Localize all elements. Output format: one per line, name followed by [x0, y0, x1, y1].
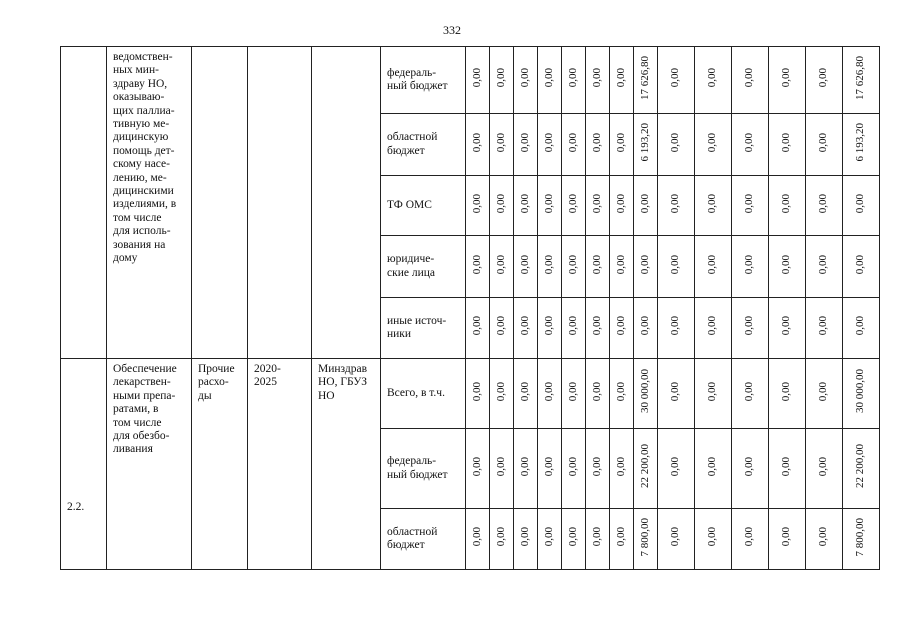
funding-source-text: иные источ-: [387, 314, 447, 327]
value-cell: [490, 298, 514, 359]
funding-source-text: Всего, в т.ч.: [387, 386, 445, 399]
description-text: лекарствен-: [113, 376, 171, 389]
value-text: 17 626,80: [638, 55, 651, 100]
description-text: ливания: [113, 443, 153, 456]
funding-source-cell: [381, 429, 466, 509]
value-cell: [466, 176, 490, 236]
value-cell: [562, 114, 586, 176]
value-cell: [658, 509, 695, 570]
value-cell: [466, 114, 490, 176]
description-text: лению, ме-: [113, 171, 167, 184]
description-text: для обезбо-: [113, 430, 170, 443]
value-text: 0,00: [817, 68, 830, 88]
value-cell: [732, 236, 769, 298]
value-cell: [769, 298, 806, 359]
value-text: 0,00: [494, 254, 507, 274]
value-cell: [514, 47, 538, 114]
funding-source-text: ный бюджет: [387, 80, 448, 92]
value-text: 0,00: [518, 527, 531, 547]
value-cell: [538, 236, 562, 298]
value-cell: [514, 359, 538, 429]
value-cell: [466, 509, 490, 570]
value-text: 0,00: [614, 68, 627, 88]
value-text: 0,00: [817, 132, 830, 152]
value-cell: [490, 359, 514, 429]
value-text: 0,00: [743, 527, 756, 547]
category-cell: [192, 47, 248, 359]
value-text: 0,00: [542, 254, 555, 274]
value-text: 0,00: [566, 381, 579, 401]
value-text: 0,00: [817, 316, 830, 336]
category-cell: [192, 359, 248, 570]
value-text: 0,00: [542, 193, 555, 213]
value-cell: [466, 236, 490, 298]
value-cell: [490, 176, 514, 236]
description-cell: [107, 359, 192, 570]
value-text: 0,00: [470, 132, 483, 152]
value-cell: [658, 359, 695, 429]
value-text: 0,00: [518, 316, 531, 336]
value-cell: [586, 359, 610, 429]
value-text: 0,00: [470, 381, 483, 401]
value-text: 0,00: [518, 456, 531, 476]
funding-source-cell: [381, 114, 466, 176]
value-text: 0,00: [542, 68, 555, 88]
value-cell: [658, 236, 695, 298]
value-cell: [806, 236, 843, 298]
value-text: 0,00: [494, 527, 507, 547]
value-text: 0,00: [743, 68, 756, 88]
funding-source-text: юридиче-: [387, 253, 435, 266]
value-cell: [586, 298, 610, 359]
description-text: тивную ме-: [113, 118, 170, 131]
value-cell: [562, 298, 586, 359]
value-text: 0,00: [470, 527, 483, 547]
value-text: 0,00: [638, 254, 651, 274]
value-cell: [806, 359, 843, 429]
value-cell: [562, 359, 586, 429]
value-text: 0,00: [566, 193, 579, 213]
value-text: 0,00: [542, 381, 555, 401]
value-cell: [466, 298, 490, 359]
value-cell: [634, 429, 658, 509]
description-text: дицинскую: [113, 131, 169, 144]
value-cell: [610, 429, 634, 509]
value-cell: [769, 47, 806, 114]
value-cell: [634, 176, 658, 236]
value-text: 22 200,00: [854, 444, 867, 489]
value-text: 0,00: [780, 132, 793, 152]
value-text: 0,00: [817, 381, 830, 401]
executor-text: НО: [318, 389, 335, 402]
budget-table: [60, 46, 880, 570]
value-text: 0,00: [542, 527, 555, 547]
description-text: для исполь-: [113, 225, 171, 238]
row-number-cell: [61, 359, 107, 570]
value-cell: [658, 114, 695, 176]
value-text: 0,00: [780, 456, 793, 476]
value-cell: [769, 359, 806, 429]
value-cell: [769, 114, 806, 176]
value-cell: [732, 176, 769, 236]
value-text: 0,00: [854, 254, 867, 274]
value-text: 0,00: [518, 193, 531, 213]
value-text: 0,00: [470, 456, 483, 476]
value-text: 0,00: [669, 316, 682, 336]
value-text: 0,00: [494, 456, 507, 476]
value-text: 0,00: [566, 132, 579, 152]
funding-source-text: ный бюджет: [387, 468, 448, 481]
description-text: том числе: [113, 416, 162, 429]
value-text: 0,00: [566, 254, 579, 274]
value-cell: [586, 176, 610, 236]
description-text: здраву НО,: [113, 77, 168, 90]
funding-source-text: федераль-: [387, 66, 437, 79]
value-cell: [490, 47, 514, 114]
value-text: 0,00: [780, 381, 793, 401]
value-text: 0,00: [743, 381, 756, 401]
value-cell: [634, 509, 658, 570]
funding-source-text: областной: [387, 131, 438, 144]
value-cell: [732, 47, 769, 114]
value-cell: [466, 359, 490, 429]
value-cell: [610, 509, 634, 570]
value-text: 0,00: [669, 456, 682, 476]
category-text: расхо-: [198, 376, 229, 389]
period-text: 2025: [254, 376, 277, 389]
value-text: 0,00: [542, 456, 555, 476]
value-text: 0,00: [706, 316, 719, 336]
funding-source-text: ТФ ОМС: [387, 198, 432, 211]
category-text: Прочие: [198, 363, 235, 375]
value-text: 0,00: [638, 316, 651, 336]
funding-source-cell: [381, 359, 466, 429]
value-text: 0,00: [638, 193, 651, 213]
value-cell: [610, 298, 634, 359]
value-text: 0,00: [470, 254, 483, 274]
value-text: 0,00: [706, 381, 719, 401]
value-text: 0,00: [494, 193, 507, 213]
value-cell: [610, 176, 634, 236]
value-text: 0,00: [614, 132, 627, 152]
description-text: ных мин-: [113, 64, 159, 77]
value-text: 0,00: [566, 316, 579, 336]
value-text: 0,00: [706, 68, 719, 88]
value-text: 0,00: [669, 132, 682, 152]
value-text: 0,00: [614, 381, 627, 401]
description-text: ведомствен-: [113, 51, 173, 63]
value-text: 6 193,20: [854, 123, 867, 162]
value-text: 0,00: [780, 316, 793, 336]
value-text: 0,00: [494, 68, 507, 88]
value-text: 0,00: [743, 193, 756, 213]
funding-source-text: бюджет: [387, 144, 425, 157]
value-cell: [695, 359, 732, 429]
value-cell: [634, 47, 658, 114]
value-cell: [843, 114, 880, 176]
value-text: 0,00: [706, 254, 719, 274]
value-cell: [806, 429, 843, 509]
value-cell: [586, 47, 610, 114]
value-text: 0,00: [518, 381, 531, 401]
value-cell: [634, 298, 658, 359]
value-cell: [514, 298, 538, 359]
value-cell: [586, 236, 610, 298]
value-cell: [562, 176, 586, 236]
value-text: 0,00: [669, 193, 682, 213]
value-text: 0,00: [590, 254, 603, 274]
value-cell: [806, 47, 843, 114]
funding-source-text: федераль-: [387, 455, 437, 468]
value-text: 0,00: [669, 68, 682, 88]
value-cell: [769, 429, 806, 509]
value-text: 0,00: [542, 316, 555, 336]
period-cell: [248, 359, 312, 570]
value-text: 0,00: [817, 193, 830, 213]
value-text: 0,00: [590, 68, 603, 88]
funding-source-text: ники: [387, 328, 412, 340]
value-cell: [610, 47, 634, 114]
value-cell: [769, 176, 806, 236]
value-text: 0,00: [706, 527, 719, 547]
value-cell: [562, 47, 586, 114]
value-text: 0,00: [518, 132, 531, 152]
value-cell: [806, 509, 843, 570]
value-cell: [514, 114, 538, 176]
value-cell: [843, 429, 880, 509]
description-text: ратами, в: [113, 403, 159, 416]
value-text: 0,00: [566, 68, 579, 88]
value-text: 0,00: [470, 68, 483, 88]
value-cell: [514, 176, 538, 236]
funding-source-cell: [381, 298, 466, 359]
table-row: [61, 359, 880, 429]
value-cell: [806, 114, 843, 176]
category-text: ды: [198, 389, 212, 402]
value-text: 0,00: [854, 193, 867, 213]
executor-cell: [312, 359, 381, 570]
value-cell: [538, 47, 562, 114]
executor-text: НО, ГБУЗ: [318, 376, 367, 389]
description-text: оказываю-: [113, 91, 165, 104]
value-cell: [843, 47, 880, 114]
description-text: дицинскими: [113, 185, 174, 198]
value-cell: [634, 114, 658, 176]
description-text: зования на: [113, 238, 166, 251]
value-cell: [658, 176, 695, 236]
value-cell: [732, 509, 769, 570]
value-cell: [634, 359, 658, 429]
value-cell: [806, 298, 843, 359]
value-text: 0,00: [614, 456, 627, 476]
value-text: 0,00: [780, 527, 793, 547]
value-text: 0,00: [590, 132, 603, 152]
value-text: 0,00: [614, 193, 627, 213]
funding-source-cell: [381, 236, 466, 298]
value-text: 0,00: [743, 132, 756, 152]
value-text: 0,00: [494, 132, 507, 152]
value-cell: [806, 176, 843, 236]
description-text: скому насе-: [113, 158, 170, 171]
value-text: 0,00: [590, 381, 603, 401]
value-cell: [843, 509, 880, 570]
value-text: 0,00: [706, 193, 719, 213]
value-cell: [732, 298, 769, 359]
value-cell: [538, 359, 562, 429]
value-cell: [769, 236, 806, 298]
value-cell: [490, 114, 514, 176]
value-text: 0,00: [817, 527, 830, 547]
value-cell: [732, 429, 769, 509]
value-cell: [586, 114, 610, 176]
value-text: 0,00: [470, 193, 483, 213]
description-text: ными препа-: [113, 389, 176, 402]
description-text: дому: [113, 252, 138, 265]
funding-source-cell: [381, 509, 466, 570]
value-cell: [466, 429, 490, 509]
value-cell: [732, 359, 769, 429]
value-text: 30 000,00: [638, 369, 651, 414]
value-cell: [562, 429, 586, 509]
value-text: 0,00: [780, 254, 793, 274]
value-text: 0,00: [590, 193, 603, 213]
value-text: 0,00: [614, 316, 627, 336]
period-text: 2020-: [254, 363, 281, 375]
value-cell: [769, 509, 806, 570]
value-cell: [538, 114, 562, 176]
value-text: 0,00: [614, 527, 627, 547]
value-text: 0,00: [614, 254, 627, 274]
description-text: Обеспечение: [113, 363, 177, 375]
value-text: 0,00: [780, 68, 793, 88]
row-number: 2.2.: [67, 501, 85, 514]
period-cell: [248, 47, 312, 359]
value-text: 0,00: [817, 456, 830, 476]
value-text: 0,00: [566, 456, 579, 476]
value-cell: [562, 236, 586, 298]
value-cell: [634, 236, 658, 298]
value-cell: [586, 429, 610, 509]
value-cell: [490, 509, 514, 570]
value-text: 0,00: [590, 456, 603, 476]
value-text: 0,00: [566, 527, 579, 547]
description-text: изделиями, в: [113, 198, 177, 211]
value-cell: [562, 509, 586, 570]
value-cell: [695, 47, 732, 114]
description-text: том числе: [113, 211, 162, 224]
value-cell: [658, 298, 695, 359]
value-cell: [538, 298, 562, 359]
value-cell: [695, 509, 732, 570]
value-cell: [466, 47, 490, 114]
funding-source-text: ские лица: [387, 266, 435, 279]
value-cell: [610, 236, 634, 298]
executor-cell: [312, 47, 381, 359]
value-cell: [538, 176, 562, 236]
value-text: 0,00: [743, 316, 756, 336]
value-cell: [695, 114, 732, 176]
value-cell: [538, 429, 562, 509]
value-cell: [695, 176, 732, 236]
value-text: 22 200,00: [638, 444, 651, 489]
value-text: 6 193,20: [638, 123, 651, 162]
value-cell: [695, 429, 732, 509]
value-cell: [490, 236, 514, 298]
value-cell: [658, 47, 695, 114]
value-cell: [610, 114, 634, 176]
value-cell: [490, 429, 514, 509]
value-text: 0,00: [706, 132, 719, 152]
funding-source-text: бюджет: [387, 539, 425, 551]
value-text: 0,00: [669, 527, 682, 547]
value-cell: [538, 509, 562, 570]
value-cell: [514, 429, 538, 509]
row-number-cell: [61, 47, 107, 359]
funding-source-text: областной: [387, 525, 438, 538]
value-text: 0,00: [743, 254, 756, 274]
table-row: [61, 47, 880, 114]
value-cell: [695, 298, 732, 359]
value-text: 0,00: [590, 316, 603, 336]
value-text: 0,00: [518, 68, 531, 88]
value-text: 0,00: [494, 381, 507, 401]
value-text: 0,00: [669, 381, 682, 401]
value-text: 0,00: [669, 254, 682, 274]
value-cell: [843, 176, 880, 236]
value-text: 0,00: [590, 527, 603, 547]
page-number: 332: [443, 23, 461, 37]
value-text: 0,00: [518, 254, 531, 274]
funding-source-cell: [381, 47, 466, 114]
value-cell: [514, 236, 538, 298]
description-text: помощь дет-: [113, 144, 175, 157]
value-cell: [610, 359, 634, 429]
value-text: 0,00: [470, 316, 483, 336]
value-text: 30 000,00: [854, 369, 867, 414]
value-cell: [658, 429, 695, 509]
value-text: 7 800,00: [854, 517, 867, 557]
value-text: 0,00: [706, 456, 719, 476]
value-cell: [843, 298, 880, 359]
value-cell: [843, 236, 880, 298]
value-text: 0,00: [743, 456, 756, 476]
value-cell: [514, 509, 538, 570]
value-cell: [695, 236, 732, 298]
value-text: 0,00: [854, 316, 867, 336]
value-text: 0,00: [780, 193, 793, 213]
value-cell: [732, 114, 769, 176]
value-cell: [586, 509, 610, 570]
description-cell: [107, 47, 192, 359]
executor-text: Минздрав: [318, 363, 368, 375]
value-text: 0,00: [542, 132, 555, 152]
value-text: 7 800,00: [638, 517, 651, 557]
description-text: щих паллиа-: [113, 104, 175, 117]
funding-source-cell: [381, 176, 466, 236]
value-text: 17 626,80: [854, 55, 867, 100]
value-text: 0,00: [817, 254, 830, 274]
value-text: 0,00: [494, 316, 507, 336]
value-cell: [843, 359, 880, 429]
